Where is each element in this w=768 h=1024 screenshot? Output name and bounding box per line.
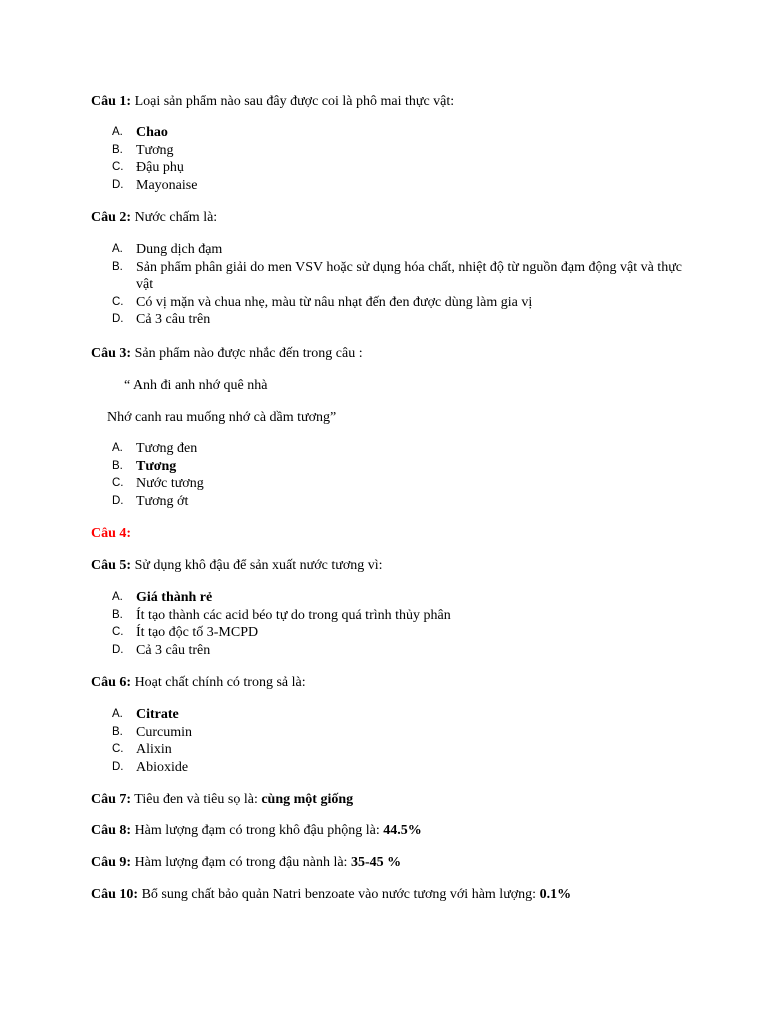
option-letter: B. xyxy=(112,608,123,621)
option-text: Dung dịch đạm xyxy=(136,242,223,257)
option-a xyxy=(112,124,692,142)
question-1 xyxy=(91,93,691,111)
question-8-text: Hàm lượng đạm có trong khô đậu phộng là: xyxy=(131,823,384,838)
question-6-text: Hoạt chất chính có trong sả là: xyxy=(131,675,306,690)
question-2 xyxy=(91,209,691,227)
option-text: Abioxide xyxy=(136,759,189,775)
option-c xyxy=(112,159,692,177)
option-letter: A. xyxy=(112,442,123,454)
option-letter: C. xyxy=(112,477,124,489)
option-d xyxy=(112,311,692,329)
question-5 xyxy=(91,557,691,575)
option-text: Cả 3 câu trên xyxy=(136,642,211,658)
question-2-number: Câu 2: xyxy=(91,210,132,225)
question-9 xyxy=(91,854,691,872)
question-2-text: Nước chấm là: xyxy=(131,210,218,225)
option-text: Giá thành rẻ xyxy=(136,590,213,605)
question-7-number: Câu 7: xyxy=(91,792,132,807)
question-1-text: Loại sản phẩm nào sau đây được coi là phô mai thực vật: xyxy=(131,94,455,109)
question-1-options xyxy=(112,124,692,194)
question-8-answer: 44.5% xyxy=(383,823,422,838)
option-text: Tương ớt xyxy=(136,493,189,509)
option-a xyxy=(112,589,692,607)
question-7-answer: cùng một giống xyxy=(261,792,354,807)
option-text: Curcumin xyxy=(136,724,192,740)
question-5-number: Câu 5: xyxy=(91,558,132,573)
question-3-text: Sản phẩm nào được nhắc đến trong câu : xyxy=(131,346,363,361)
quote-line-1: “ Anh đi anh nhớ quê nhà xyxy=(124,378,268,393)
option-text: Đậu phụ xyxy=(136,160,184,175)
question-10 xyxy=(91,886,691,904)
question-3-options xyxy=(112,440,692,510)
option-a xyxy=(112,440,692,458)
option-letter: C. xyxy=(112,743,124,755)
option-letter: B. xyxy=(112,260,123,273)
option-b xyxy=(112,458,692,476)
option-letter: C. xyxy=(112,626,124,638)
option-text: Chao xyxy=(136,125,168,140)
question-4-number: Câu 4: xyxy=(91,526,132,541)
option-c xyxy=(112,624,692,642)
option-d xyxy=(112,759,692,777)
question-7 xyxy=(91,791,691,809)
option-c xyxy=(112,475,692,493)
question-10-answer: 0.1% xyxy=(539,887,572,902)
question-9-answer: 35-45 % xyxy=(350,855,402,870)
option-letter: D. xyxy=(112,494,124,507)
question-3-number: Câu 3: xyxy=(91,346,132,361)
question-5-options xyxy=(112,589,692,659)
option-d xyxy=(112,642,692,660)
option-text: Cả 3 câu trên xyxy=(136,312,211,327)
question-4 xyxy=(91,525,691,543)
question-9-text: Hàm lượng đạm có trong đậu nành là: xyxy=(131,855,351,870)
quote-line-2: Nhớ canh rau muống nhớ cà dầm tương” xyxy=(107,410,337,425)
option-b xyxy=(112,259,692,294)
option-letter: D. xyxy=(112,760,124,773)
option-d xyxy=(112,177,692,195)
option-text: Sản phẩm phân giải do men VSV hoặc sử dụng hóa chất, nhiệt độ từ nguồn đạm động vật và thực vật xyxy=(136,259,682,292)
question-6-options xyxy=(112,706,692,776)
option-letter: A. xyxy=(112,708,123,720)
question-8-number: Câu 8: xyxy=(91,823,132,838)
option-text: Tương xyxy=(136,142,174,158)
option-text: Tương xyxy=(136,458,177,474)
option-letter: B. xyxy=(112,725,123,738)
option-text: Tương đen xyxy=(136,441,198,456)
option-text: Có vị mặn và chua nhẹ, màu từ nâu nhạt đến đen được dùng làm gia vị xyxy=(136,294,533,310)
option-text: Ít tạo độc tố 3-MCPD xyxy=(136,625,259,640)
option-letter: D. xyxy=(112,178,124,191)
option-letter: A. xyxy=(112,591,123,603)
question-7-text: Tiêu đen và tiêu sọ là: xyxy=(131,792,262,807)
option-a xyxy=(112,706,692,724)
question-6 xyxy=(91,674,691,692)
question-2-options xyxy=(112,241,692,329)
question-9-number: Câu 9: xyxy=(91,855,132,870)
option-letter: B. xyxy=(112,143,123,156)
option-c xyxy=(112,741,692,759)
option-letter: A. xyxy=(112,243,123,255)
question-5-text: Sử dụng khô đậu để sản xuất nước tương vì: xyxy=(131,558,383,573)
option-b xyxy=(112,607,692,625)
option-text: Nước tương xyxy=(136,476,204,491)
question-10-number: Câu 10: xyxy=(91,887,139,902)
option-a xyxy=(112,241,692,259)
option-text: Alixin xyxy=(136,742,172,757)
option-b xyxy=(112,724,692,742)
option-text: Citrate xyxy=(136,707,179,722)
option-letter: D. xyxy=(112,643,124,656)
option-letter: A. xyxy=(112,126,123,138)
option-b xyxy=(112,142,692,160)
option-text: Mayonaise xyxy=(136,177,198,193)
option-d xyxy=(112,493,692,511)
question-1-number: Câu 1: xyxy=(91,94,132,109)
question-8 xyxy=(91,822,691,840)
question-3 xyxy=(91,345,691,363)
question-6-number: Câu 6: xyxy=(91,675,132,690)
option-letter: B. xyxy=(112,459,123,472)
option-text: Ít tạo thành các acid béo tự do trong quá trình thủy phân xyxy=(136,607,451,623)
question-10-text: Bổ sung chất bảo quản Natri benzoate vào nước tương với hàm lượng: xyxy=(138,887,540,902)
option-letter: D. xyxy=(112,313,124,325)
option-letter: C. xyxy=(112,161,124,173)
option-c xyxy=(112,294,692,312)
option-letter: C. xyxy=(112,295,124,308)
